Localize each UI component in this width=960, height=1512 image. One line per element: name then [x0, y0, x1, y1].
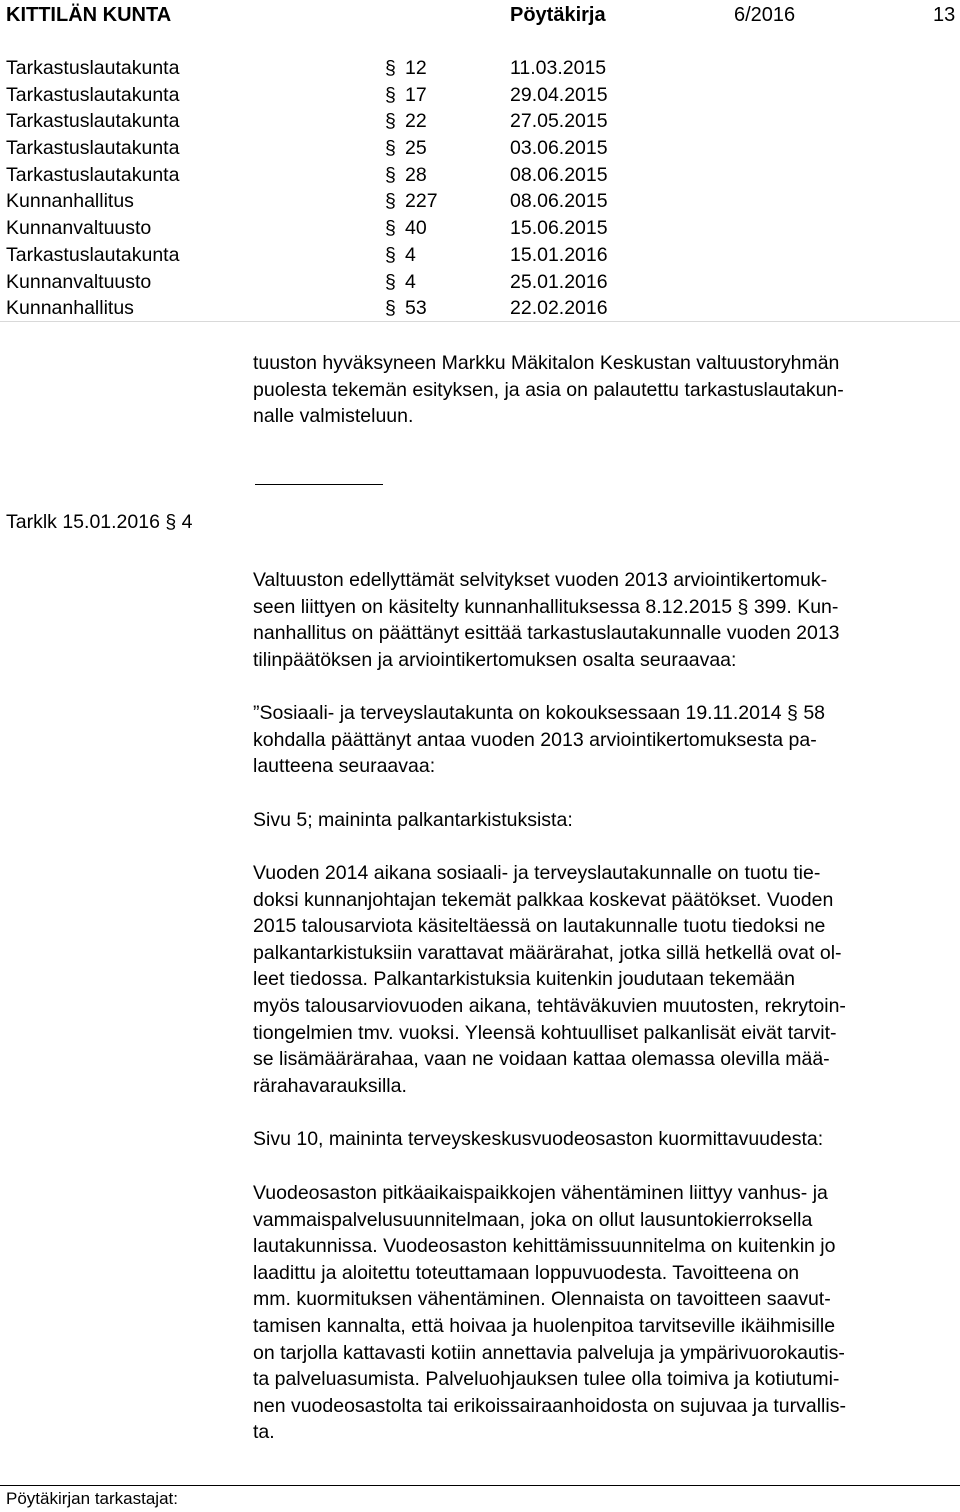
intro-paragraph — [253, 350, 953, 430]
reference-number: 12 — [405, 57, 427, 79]
section-sign: § — [385, 217, 396, 240]
text-line: palkantarkistuksiin varattavat määrärahat, jotka sillä hetkellä ovat ol- — [253, 941, 842, 964]
reference-divider — [0, 321, 960, 322]
body-paragraph — [253, 807, 953, 834]
reference-body: Kunnanvaltuusto — [6, 270, 152, 293]
reference-row — [0, 242, 960, 269]
reference-date: 03.06.2015 — [510, 137, 608, 160]
reference-row — [0, 108, 960, 135]
text-line: leet tiedossa. Palkantarkistuksia kuitenkin joudutaan tekemään — [253, 968, 795, 991]
reference-date: 25.01.2016 — [510, 270, 608, 293]
reference-body: Tarkastuslautakunta — [6, 163, 180, 186]
body-paragraph — [253, 1180, 953, 1446]
text-line: tiongelmien tmv. vuoksi. Yleensä kohtuulliset palkanlisät eivät tarvit- — [253, 1021, 837, 1044]
reference-body: Tarkastuslautakunta — [6, 57, 180, 79]
reference-number: 227 — [405, 190, 438, 213]
reference-date: 15.06.2015 — [510, 217, 608, 240]
document-header — [0, 2, 960, 30]
reference-row — [0, 55, 960, 82]
body-paragraph — [253, 1126, 953, 1153]
body-paragraph — [253, 860, 953, 1099]
reference-date: 08.06.2015 — [510, 163, 608, 186]
section-sign: § — [385, 137, 396, 160]
reference-number: 17 — [405, 83, 427, 106]
reference-row — [0, 269, 960, 296]
reference-number: 4 — [405, 270, 416, 293]
reference-number: 40 — [405, 217, 427, 240]
text-line: 2015 talousarviota käsiteltäessä on lautakunnalle tuotu tiedoksi ne — [253, 915, 826, 938]
footer-divider — [0, 1485, 960, 1486]
reference-row — [0, 82, 960, 109]
reference-body: Tarkastuslautakunta — [6, 110, 180, 133]
section-sign: § — [385, 243, 396, 266]
page-number: 13 — [933, 4, 956, 26]
reference-number: 4 — [405, 243, 416, 266]
section-sign: § — [385, 163, 396, 186]
meeting-reference-label: Tarklk 15.01.2016 § 4 — [6, 511, 193, 533]
text-line: Sivu 5; maininta palkantarkistuksista: — [253, 809, 573, 831]
text-line: nalle valmisteluun. — [253, 405, 414, 428]
text-line: kohdalla päättänyt antaa vuoden 2013 arviointikertomuksesta pa- — [253, 728, 817, 751]
reference-date: 27.05.2015 — [510, 110, 608, 133]
reference-row — [0, 162, 960, 189]
text-line: Valtuuston edellyttämät selvitykset vuoden 2013 arviointikertomuk- — [253, 569, 828, 591]
reference-date: 29.04.2015 — [510, 83, 608, 106]
text-line: puolesta tekemän esityksen, ja asia on palautettu tarkastuslautakun- — [253, 378, 844, 401]
reference-date: 15.01.2016 — [510, 243, 608, 266]
text-line: ta palveluasumista. Palveluohjauksen tulee olla toimiva ja kotiutumi- — [253, 1368, 840, 1391]
reference-row — [0, 135, 960, 162]
document-type: Pöytäkirja — [510, 4, 606, 26]
text-line: seen liittyen on käsitelty kunnanhallituksessa 8.12.2015 § 399. Kun- — [253, 595, 839, 618]
text-line: Sivu 10, maininta terveyskeskusvuodeosaston kuormittavuudesta: — [253, 1128, 824, 1150]
text-line: lautteena seuraavaa: — [253, 755, 436, 778]
text-line: mm. kuormituksen vähentäminen. Olennaista on tavoitteen saavut- — [253, 1288, 831, 1311]
reference-body: Kunnanhallitus — [6, 190, 134, 213]
reference-row — [0, 215, 960, 242]
body-paragraph — [253, 700, 953, 780]
text-line: laadittu ja aloitettu toteuttamaan loppuvuodesta. Tavoitteena on — [253, 1261, 800, 1284]
reference-number: 53 — [405, 297, 427, 320]
section-sign: § — [385, 297, 396, 320]
section-sign: § — [385, 110, 396, 133]
text-line: Vuodeosaston pitkäaikaispaikkojen vähentäminen liittyy vanhus- ja — [253, 1182, 828, 1204]
text-line: rärahavarauksilla. — [253, 1074, 407, 1097]
text-line: ”Sosiaali- ja terveyslautakunta on kokouksessaan 19.11.2014 § 58 — [253, 702, 826, 724]
text-line: on tarjolla kattavasti kotiin annettavia palveluja ja ympärivuorokautis- — [253, 1341, 845, 1364]
section-sign: § — [385, 83, 396, 106]
text-line: doksi kunnanjohtajan tekemät palkkaa koskevat päätökset. Vuoden — [253, 888, 834, 911]
reference-row — [0, 188, 960, 215]
text-line: vammaispalvelusuunnitelmaan, joka on ollut lausuntokierroksella — [253, 1208, 813, 1231]
text-line: tuuston hyväksyneen Markku Mäkitalon Keskustan valtuustoryhmän — [253, 352, 840, 374]
section-sign: § — [385, 270, 396, 293]
reference-row — [0, 295, 960, 322]
section-sign: § — [385, 57, 396, 79]
reference-number: 22 — [405, 110, 427, 133]
reference-body: Tarkastuslautakunta — [6, 83, 180, 106]
reference-number: 25 — [405, 137, 427, 160]
text-line: myös talousarviovuoden aikana, tehtäväkuvien muutosten, rekrytoin- — [253, 994, 846, 1017]
reference-date: 11.03.2015 — [510, 57, 607, 79]
text-line: nen vuodeosastolta tai erikoissairaanhoidosta on sujuvaa ja turvallis- — [253, 1394, 846, 1417]
reference-date: 22.02.2016 — [510, 297, 608, 320]
text-line: tamisen kannalta, että hoivaa ja huolenpitoa tarvitseville ikäihmisille — [253, 1314, 836, 1337]
reference-body: Kunnanvaltuusto — [6, 217, 152, 240]
document-number: 6/2016 — [734, 4, 796, 26]
reference-date: 08.06.2015 — [510, 190, 608, 213]
section-separator — [255, 484, 383, 485]
reference-number: 28 — [405, 163, 427, 186]
footer-label: Pöytäkirjan tarkastajat: — [6, 1489, 178, 1508]
reference-body: Tarkastuslautakunta — [6, 243, 180, 266]
text-line: nanhallitus on päättänyt esittää tarkastuslautakunnalle vuoden 2013 — [253, 622, 840, 645]
reference-list — [0, 55, 960, 322]
text-line: ta. — [253, 1421, 275, 1444]
body-paragraph — [253, 567, 953, 673]
municipality-name: KITTILÄN KUNTA — [6, 4, 172, 26]
text-line: tilinpäätöksen ja arviointikertomuksen osalta seuraavaa: — [253, 648, 737, 671]
reference-body: Kunnanhallitus — [6, 297, 134, 320]
section-sign: § — [385, 190, 396, 213]
text-line: Vuoden 2014 aikana sosiaali- ja terveyslautakunnalle on tuotu tie- — [253, 862, 821, 884]
text-line: se lisämäärärahaa, vaan ne voidaan kattaa olemassa olevilla mää- — [253, 1048, 830, 1071]
reference-body: Tarkastuslautakunta — [6, 137, 180, 160]
text-line: lautakunnissa. Vuodeosaston kehittämissuunnitelma on kuitenkin jo — [253, 1235, 836, 1258]
